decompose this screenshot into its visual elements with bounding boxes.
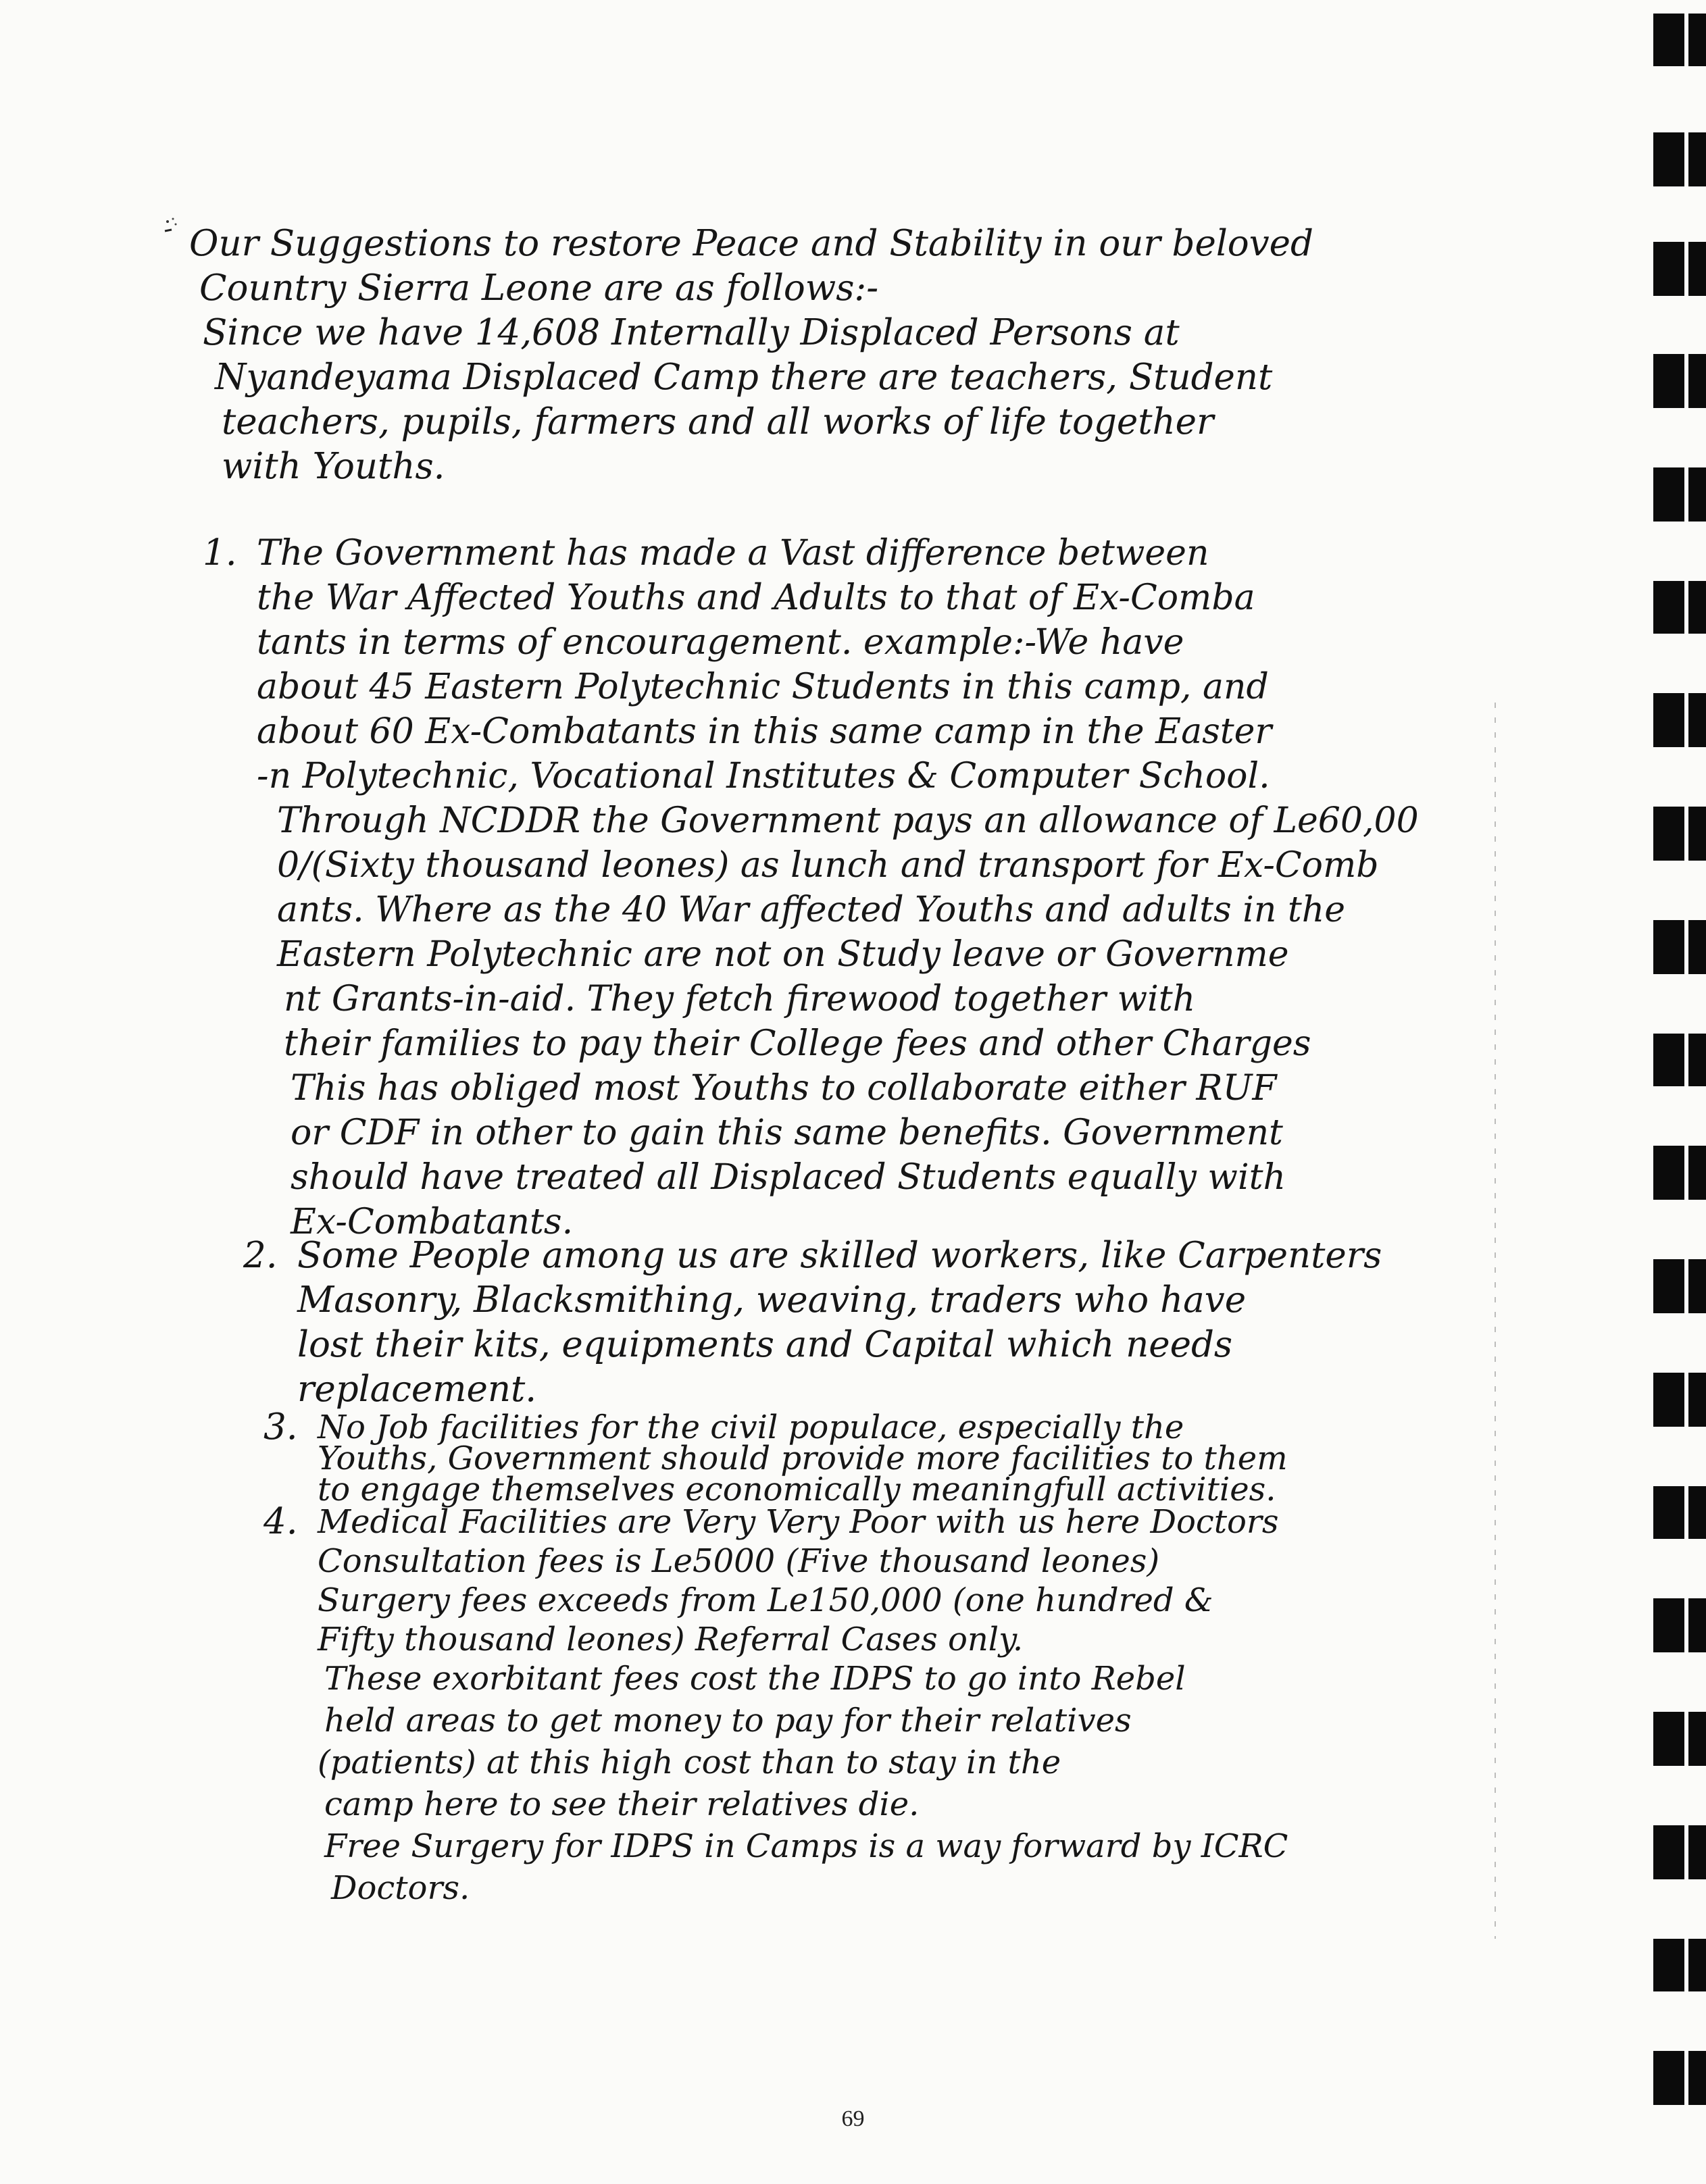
binding-mark — [1653, 1825, 1706, 1879]
list-item-text — [257, 531, 1419, 1244]
intro-line: teachers, pupils, farmers and all works of life together — [222, 401, 1214, 442]
intro-line: Country Sierra Leone are as follows:- — [199, 268, 879, 309]
item-line: nt Grants-in-aid. They fetch firewood together with — [284, 979, 1196, 1019]
intro-line: Since we have 14,608 Internally Displaced Persons at — [203, 312, 1180, 353]
margin-dotted-line — [1495, 703, 1496, 1939]
binding-mark — [1653, 1373, 1706, 1427]
binding-mark — [1653, 807, 1706, 861]
binding-mark — [1653, 581, 1706, 634]
item-line: their families to pay their College fees and other Charges — [284, 1023, 1311, 1064]
binding-mark — [1653, 920, 1706, 974]
item-line: -n Polytechnic, Vocational Institutes & Computer School. — [257, 756, 1270, 796]
item-line: camp here to see their relatives die. — [324, 1785, 920, 1823]
binding-mark — [1653, 354, 1706, 408]
item-line: Eastern Polytechnic are not on Study leave or Governme — [277, 934, 1289, 975]
binding-mark — [1653, 693, 1706, 747]
item-line: Consultation fees is Le5000 (Five thousand leones) — [318, 1542, 1160, 1580]
item-line: or CDF in other to gain this same benefits. Government — [291, 1113, 1283, 1153]
list-item-text — [297, 1234, 1382, 1412]
item-line: lost their kits, equipments and Capital which needs — [297, 1324, 1233, 1365]
item-line: held areas to get money to pay for their relatives — [324, 1702, 1132, 1739]
binding-mark — [1653, 1939, 1706, 1991]
list-item-text — [318, 1405, 1288, 1508]
item-line: Fifty thousand leones) Referral Cases only. — [318, 1621, 1024, 1658]
binding-mark — [1653, 1146, 1706, 1200]
item-line: about 60 Ex-Combatants in this same camp in the Easter — [257, 711, 1272, 752]
binding-mark — [1653, 467, 1706, 522]
binding-mark — [1653, 1034, 1706, 1086]
list-item-number: 1. — [203, 532, 237, 574]
list-item-text — [318, 1500, 1288, 1908]
item-line: Through NCDDR the Government pays an allowance of Le60,00 — [277, 801, 1419, 841]
item-line: Surgery fees exceeds from Le150,000 (one hundred & — [318, 1581, 1213, 1619]
binding-mark — [1653, 14, 1706, 66]
binding-mark — [1653, 1598, 1706, 1652]
item-line: 0/(Sixty thousand leones) as lunch and transport for Ex-Comb — [277, 845, 1379, 886]
item-line: (patients) at this high cost than to stay in the — [318, 1744, 1061, 1781]
item-line: Masonry, Blacksmithing, weaving, traders who have — [297, 1279, 1247, 1321]
binding-mark — [1653, 242, 1706, 296]
page-number: 69 — [841, 2106, 865, 2131]
binding-mark — [1653, 2051, 1706, 2105]
item-line: the War Affected Youths and Adults to that of Ex-Comba — [257, 578, 1255, 618]
binding-mark — [1653, 132, 1706, 186]
list-item-number: 4. — [264, 1501, 298, 1542]
item-line: These exorbitant fees cost the IDPS to go into Rebel — [324, 1660, 1186, 1698]
item-line: replacement. — [297, 1369, 537, 1410]
item-line: Ex-Combatants. — [291, 1202, 574, 1242]
item-line: Doctors. — [331, 1869, 470, 1907]
item-line: This has obliged most Youths to collaborate either RUF — [291, 1068, 1277, 1109]
intro-line: Our Suggestions to restore Peace and Stability in our beloved — [189, 223, 1313, 264]
binding-mark — [1653, 1259, 1706, 1313]
item-line: ants. Where as the 40 War affected Youths and adults in the — [277, 890, 1345, 930]
binding-mark — [1653, 1712, 1706, 1766]
intro-paragraph — [189, 222, 1313, 489]
item-line: Some People among us are skilled workers, like Carpenters — [297, 1235, 1382, 1276]
item-line: should have treated all Displaced Students equally with — [291, 1157, 1286, 1198]
item-line: No Job facilities for the civil populace, especially the — [318, 1408, 1184, 1446]
binding-marks — [1625, 0, 1706, 2184]
item-line: to engage themselves economically meaningfull activities. — [318, 1471, 1276, 1508]
item-line: The Government has made a Vast difference between — [257, 533, 1209, 574]
item-line: Medical Facilities are Very Very Poor with us here Doctors — [318, 1503, 1279, 1541]
binding-mark — [1653, 1486, 1706, 1539]
ink-speck-mark — [162, 215, 182, 235]
intro-line: Nyandeyama Displaced Camp there are teachers, Student — [215, 357, 1273, 398]
item-line: Free Surgery for IDPS in Camps is a way forward by ICRC — [324, 1827, 1288, 1865]
list-item-number: 2. — [243, 1235, 278, 1276]
intro-line: with Youths. — [222, 446, 445, 487]
list-item-number: 3. — [264, 1406, 298, 1448]
item-line: Youths, Government should provide more facilities to them — [318, 1440, 1288, 1477]
item-line: tants in terms of encouragement. example:-We have — [257, 622, 1184, 663]
item-line: about 45 Eastern Polytechnic Students in this camp, and — [257, 667, 1269, 707]
